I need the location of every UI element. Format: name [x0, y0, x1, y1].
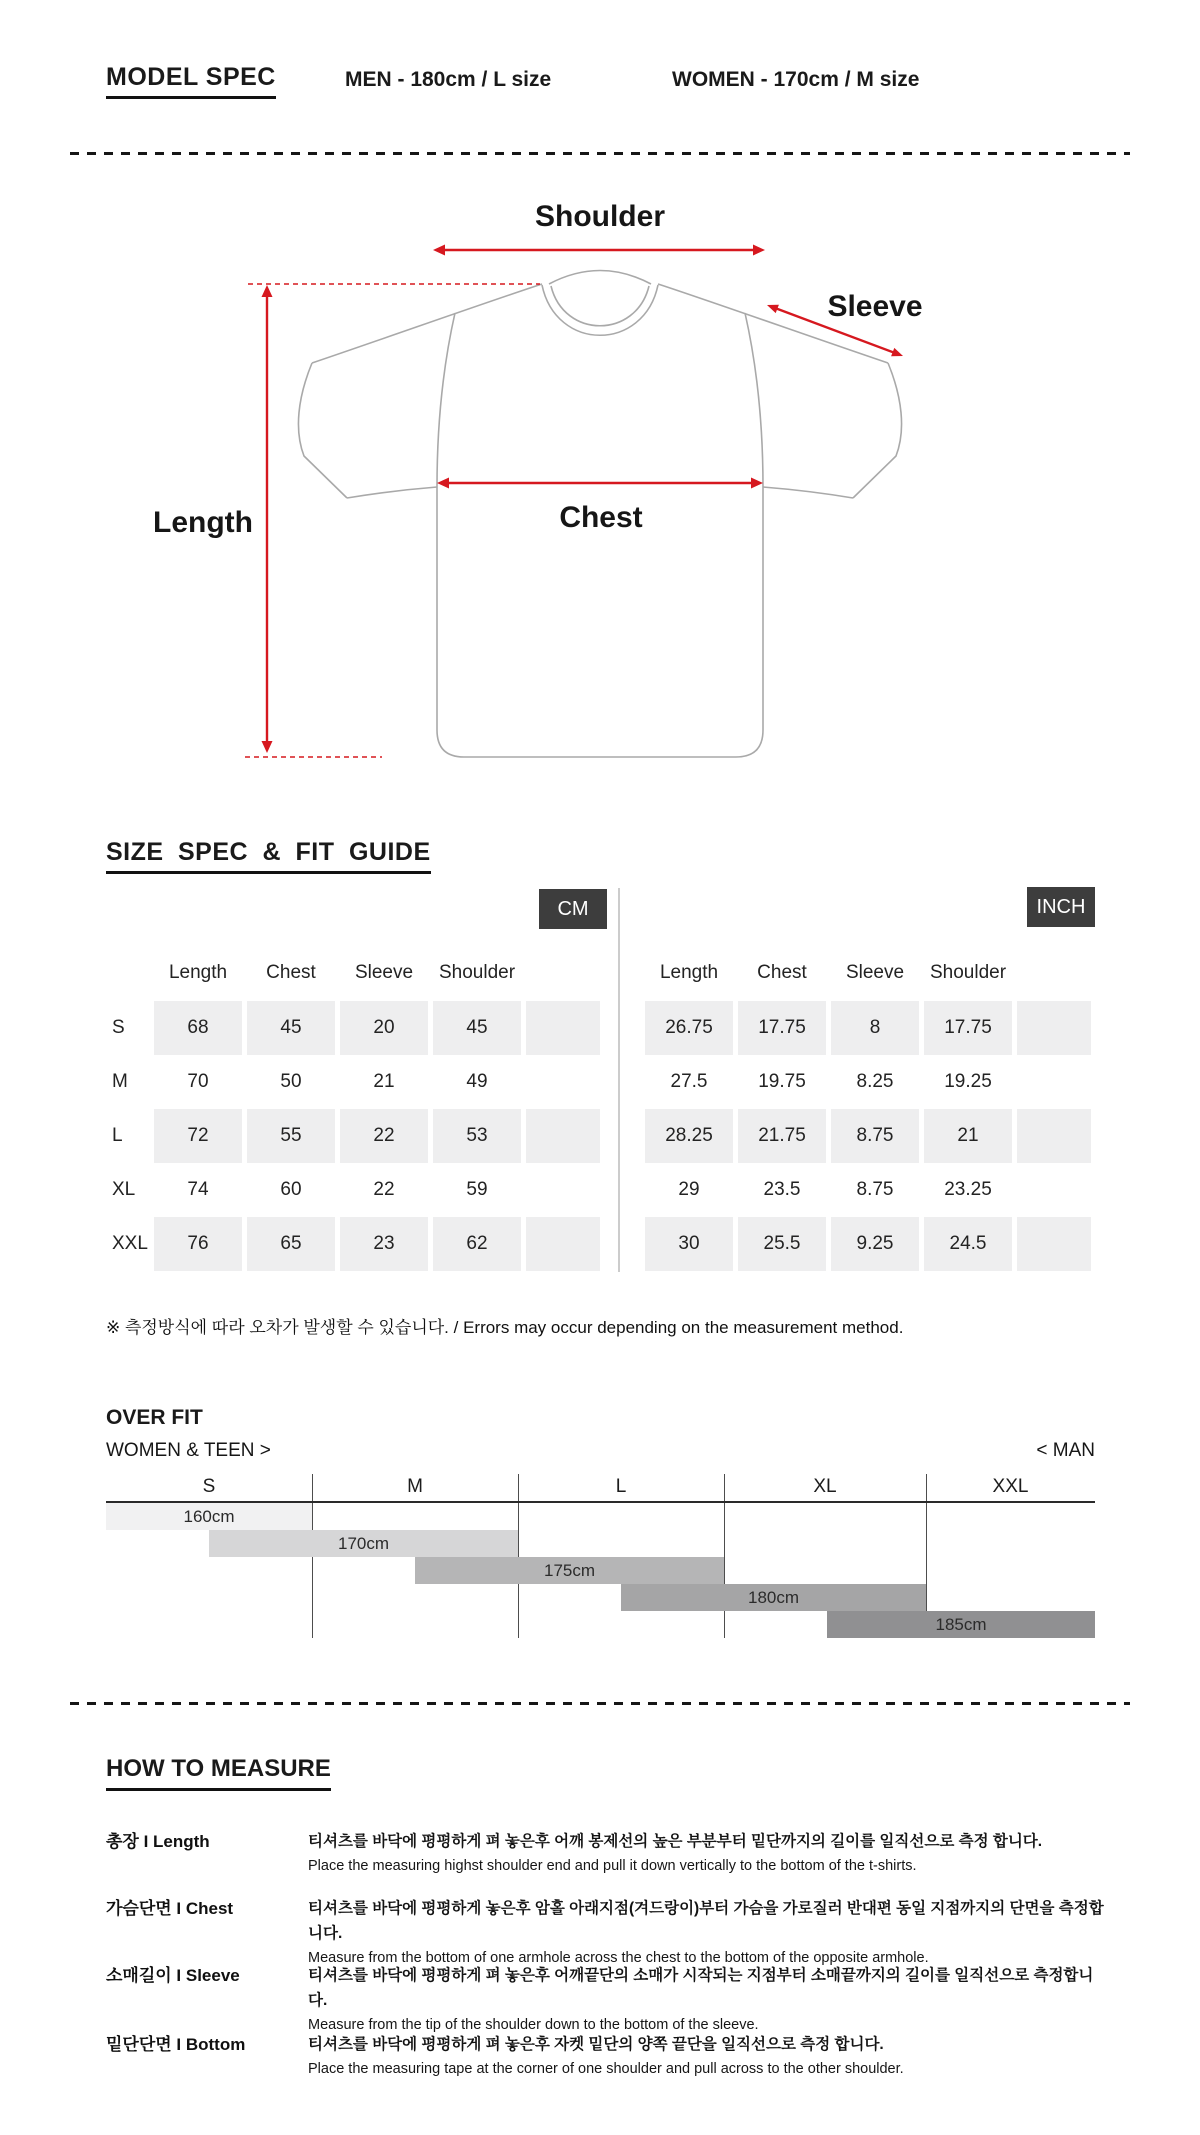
divider-bottom [70, 1702, 1130, 1705]
col-chest: Chest [757, 962, 807, 983]
size-label: XL [112, 1179, 136, 1200]
cell: 8.75 [856, 1179, 894, 1200]
cell: 53 [433, 1109, 521, 1163]
overfit-chart [106, 1472, 1095, 1640]
size-spec-title: SIZE SPEC & FIT GUIDE [106, 838, 431, 874]
cell: 27.5 [670, 1071, 708, 1092]
cell: 22 [373, 1179, 395, 1200]
chest-label: Chest [559, 501, 643, 534]
length-label: Length [153, 506, 253, 539]
measure-desc-bottom [308, 2032, 1108, 2082]
cell: 70 [187, 1071, 209, 1092]
fit-bar-170: 170cm [209, 1530, 518, 1557]
grid-line [724, 1474, 725, 1638]
cell: 23 [340, 1217, 428, 1271]
cell: 19.25 [944, 1071, 992, 1092]
cell-blank [526, 1109, 600, 1163]
sleeve-label: Sleeve [827, 290, 923, 323]
cell: 24.5 [924, 1217, 1012, 1271]
fit-size-l: L [615, 1476, 627, 1497]
inch-size-table [640, 945, 1096, 1271]
measure-term-chest: 가슴단면 I Chest [106, 1899, 234, 1918]
table-row [111, 1217, 600, 1271]
cell: 28.25 [645, 1109, 733, 1163]
table-row [645, 1109, 1091, 1163]
cell: 60 [280, 1179, 302, 1200]
cell: 55 [247, 1109, 335, 1163]
page-title: MODEL SPEC [106, 63, 276, 99]
cell: 49 [466, 1071, 488, 1092]
table-row [645, 1217, 1091, 1271]
cell-blank [1017, 1001, 1091, 1055]
cell: 29 [678, 1179, 700, 1200]
cell-blank [1017, 1163, 1091, 1217]
cell-blank [526, 1163, 600, 1217]
fit-size-xl: XL [813, 1476, 837, 1497]
measure-term-bottom: 밑단단면 I Bottom [106, 2035, 246, 2054]
model-spec-men: MEN - 180cm / L size [345, 68, 552, 91]
cell-blank [1017, 1109, 1091, 1163]
cell: 76 [154, 1217, 242, 1271]
measure-desc-kr: 티셔츠를 바닥에 평평하게 놓은후 암홀 아래지점(겨드랑이)부터 가슴을 가로질러 반대편 동일 지점까지의 단면을 측정합니다. [308, 1900, 1104, 1942]
table-row [111, 1109, 600, 1163]
col-sleeve: Sleeve [354, 962, 414, 983]
table-row [645, 1163, 1091, 1217]
table-row [645, 1055, 1091, 1109]
cell: 25.5 [738, 1217, 826, 1271]
fit-bar-160: 160cm [106, 1503, 312, 1530]
col-shoulder: Shoulder [929, 962, 1007, 983]
cell: 45 [247, 1001, 335, 1055]
cell: 72 [154, 1109, 242, 1163]
cm-badge: CM [539, 889, 607, 929]
cell: 21 [924, 1109, 1012, 1163]
cell-blank [1017, 1217, 1091, 1271]
cell: 50 [280, 1071, 302, 1092]
cell: 22 [340, 1109, 428, 1163]
overfit-left-label: WOMEN & TEEN > [106, 1440, 271, 1461]
cell-blank [526, 1055, 600, 1109]
divider-top [70, 152, 1130, 155]
measure-desc-chest [308, 1896, 1108, 1971]
cell: 23.25 [944, 1179, 992, 1200]
fit-size-s: S [202, 1476, 216, 1497]
table-row [111, 1001, 600, 1055]
cell-blank [526, 1217, 600, 1271]
cell: 17.75 [924, 1001, 1012, 1055]
measure-desc-kr: 티셔츠를 바닥에 평평하게 펴 놓은후 자켓 밑단의 양쪽 끝단을 일직선으로 측정 합니다. [308, 2036, 884, 2053]
size-label: L [112, 1125, 123, 1146]
measure-desc-en: Measure from the bottom of one armhole across the chest to the bottom of the opposite armhole. [308, 1950, 929, 1966]
measure-desc-kr: 티셔츠를 바닥에 평평하게 펴 놓은후 어깨끝단의 소매가 시작되는 지점부터 소매끝까지의 길이를 일직선으로 측정합니다. [308, 1967, 1094, 2009]
how-to-measure-title: HOW TO MEASURE [106, 1755, 331, 1791]
tshirt-measure-diagram [0, 160, 1200, 780]
inch-table-header [645, 945, 1091, 1001]
measure-term-sleeve: 소매길이 I Sleeve [106, 1966, 240, 1985]
size-label: S [112, 1017, 125, 1038]
table-row [111, 1163, 600, 1217]
cell: 26.75 [645, 1001, 733, 1055]
cell: 68 [154, 1001, 242, 1055]
cell: 17.75 [738, 1001, 826, 1055]
cell: 20 [340, 1001, 428, 1055]
fit-bar-175: 175cm [415, 1557, 724, 1584]
cell-blank [526, 1001, 600, 1055]
model-spec-women: WOMEN - 170cm / M size [672, 68, 920, 91]
measure-desc-sleeve [308, 1963, 1108, 2038]
measure-desc-en: Place the measuring tape at the corner of one shoulder and pull across to the other shoulder. [308, 2061, 904, 2077]
fit-size-xxl: XXL [992, 1476, 1029, 1497]
cell: 9.25 [831, 1217, 919, 1271]
col-sleeve: Sleeve [845, 962, 905, 983]
cell: 65 [247, 1217, 335, 1271]
measure-desc-length [308, 1829, 1108, 1879]
cell: 21 [373, 1071, 395, 1092]
cell: 19.75 [758, 1071, 806, 1092]
measure-desc-en: Place the measuring highst shoulder end and pull it down vertically to the bottom of the t-shirts. [308, 1858, 917, 1874]
col-chest: Chest [266, 962, 316, 983]
fit-bar-180: 180cm [621, 1584, 926, 1611]
grid-line [518, 1474, 519, 1638]
cm-size-table [106, 945, 605, 1271]
cell: 45 [433, 1001, 521, 1055]
measure-desc-en: Measure from the tip of the shoulder down to the bottom of the sleeve. [308, 2017, 759, 2033]
inch-badge: INCH [1027, 887, 1095, 927]
cell: 23.5 [763, 1179, 801, 1200]
cell: 8.25 [856, 1071, 894, 1092]
fit-bar-185: 185cm [827, 1611, 1095, 1638]
table-row [645, 1001, 1091, 1055]
cell: 21.75 [738, 1109, 826, 1163]
measure-term-length: 총장 I Length [106, 1832, 210, 1851]
overfit-right-label: < MAN [1036, 1440, 1095, 1461]
col-shoulder: Shoulder [438, 962, 516, 983]
cell: 8.75 [831, 1109, 919, 1163]
cell: 62 [433, 1217, 521, 1271]
measurement-note: ※ 측정방식에 따라 오차가 발생할 수 있습니다. / Errors may occur depending on the measurement method. [106, 1318, 904, 1337]
col-length: Length [168, 962, 228, 983]
col-length: Length [659, 962, 719, 983]
size-label: M [112, 1071, 128, 1092]
cell: 59 [466, 1179, 488, 1200]
cell: 74 [187, 1179, 209, 1200]
table-row [111, 1055, 600, 1109]
table-divider [618, 888, 620, 1272]
overfit-title: OVER FIT [106, 1406, 203, 1429]
cell-blank [1017, 1055, 1091, 1109]
cm-table-header [111, 945, 600, 1001]
size-label: XXL [112, 1233, 148, 1254]
cell: 30 [645, 1217, 733, 1271]
cell: 8 [831, 1001, 919, 1055]
fit-size-m: M [407, 1476, 423, 1497]
measure-desc-kr: 티셔츠를 바닥에 평평하게 펴 놓은후 어깨 봉제선의 높은 부분부터 밑단까지의 길이를 일직선으로 측정 합니다. [308, 1833, 1043, 1850]
shoulder-label: Shoulder [534, 200, 666, 233]
